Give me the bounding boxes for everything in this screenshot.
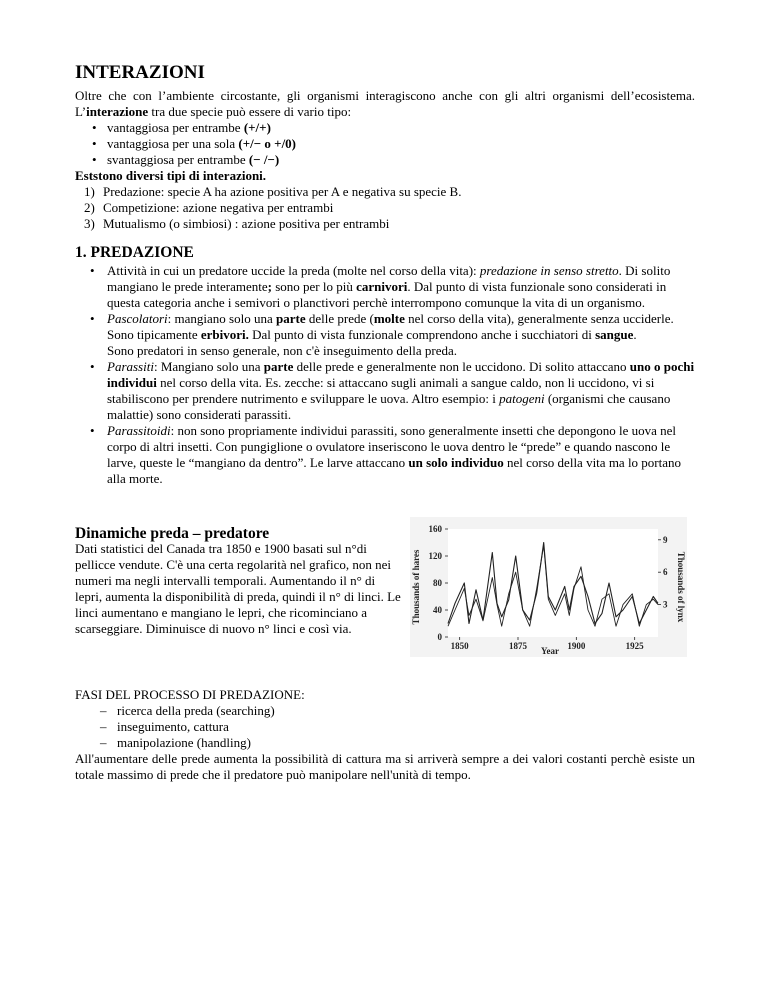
list-item	[107, 120, 695, 136]
item-bold: un solo individuo	[408, 455, 504, 470]
item-text: Sono predatori in senso generale, non c'è inseguimento della preda.	[107, 343, 457, 358]
list-item	[84, 200, 695, 216]
x-tick-label: 1925	[625, 641, 644, 651]
intro-text: tra due specie può essere di vario tipo:	[148, 104, 352, 119]
plot-area	[448, 529, 658, 637]
item-italic: Pascolatori	[107, 311, 168, 326]
x-axis-label: Year	[541, 646, 559, 656]
item-text: vantaggiosa per una sola	[107, 136, 239, 151]
item-bold: ;	[267, 279, 272, 294]
document-page	[75, 62, 695, 783]
y-tick-label: 0	[437, 632, 442, 642]
list-item	[107, 152, 695, 168]
item-text: . Dal punto di vista funzionale sono considerati in questa categoria anche i semivori o planctivori perchè interrompono comunque la vita di un organismo.	[107, 279, 667, 310]
item-italic: Parassiti	[107, 359, 154, 374]
item-bold: (− /−)	[248, 152, 280, 167]
item-bold: (+/+)	[243, 120, 271, 135]
hare-lynx-chart	[410, 517, 687, 657]
item-text: Mutualismo (o simbiosi) : azione positiva per entrambi	[103, 216, 390, 231]
list-item	[84, 216, 695, 232]
section-heading-predazione: 1. PREDAZIONE	[75, 244, 194, 261]
item-text: Competizione: azione negativa per entrambi	[103, 200, 334, 215]
item-bold: (+/− o +/0)	[238, 136, 297, 151]
list-item: – manipolazione (handling)	[117, 735, 695, 751]
item-bold: parte	[276, 311, 306, 326]
item-bold: uno o pochi individui	[107, 359, 695, 390]
intro-bold: interazione	[86, 104, 149, 119]
y-tick-label: 80	[433, 578, 442, 588]
page-title: INTERAZIONI	[75, 62, 205, 83]
list-item: – ricerca della preda (searching)	[117, 703, 695, 719]
item-text: (organismi che causano malattie) sono considerati parassiti.	[107, 391, 671, 422]
item-text: : non sono propriamente individui parassiti, sono generalmente insetti che depongono le uova nel corpo di altri insetti. Con pungiglione o ovulatore inseriscono le uova dentro le “prede” e quando nascono le larve, queste le “mangiano da dentro”. Le larve attaccano	[107, 423, 677, 470]
item-italic: predazione in senso stretto	[479, 263, 619, 278]
list-item	[107, 359, 695, 423]
item-bold: carnivori	[356, 279, 408, 294]
item-text: nel corso della vita. Es. zecche: si attaccano sugli animali a sangue caldo, non li uccidono, vi si stabiliscono per prendere nutrimento e sviluppare le uova. Altro esempio: i	[107, 375, 655, 406]
y-axis-label: Thousands of hares	[411, 549, 421, 625]
list-item: – inseguimento, cattura	[117, 719, 695, 735]
item-bold: sangue	[595, 327, 634, 342]
item-text: sono per lo più	[271, 279, 357, 294]
item-text: Attività in cui un predatore uccide la preda (molte nel corso della vita):	[107, 263, 480, 278]
list-item	[107, 263, 695, 311]
item-bold: parte	[263, 359, 294, 374]
item-number: 2)	[84, 200, 95, 215]
x-tick-label: 1900	[567, 641, 586, 651]
item-text: delle prede e generalmente non le uccidono. Di solito attaccano	[293, 359, 630, 374]
item-text: vantaggiosa per entrambe	[107, 120, 244, 135]
list-item	[107, 136, 695, 152]
item-text: delle prede (	[305, 311, 374, 326]
interaction-kinds-list	[75, 120, 695, 168]
section-heading-dinamiche: Dinamiche preda – predatore	[75, 525, 270, 542]
dinamiche-paragraph: Dati statistici del Canada tra 1850 e 1900 basati sul n°di pellicce vendute. C'è una certa regolarità nel grafico, non nei numeri ma negli intervalli temporali. Aumentando il n° di lepri, aumenta la disponibilità di preda, quindi il n° di linci. Le linci aumentano e mangiano le lepri, che ricominciano a scarseggiare. Diminuisce di nuovo n° linci e così via.	[75, 541, 401, 636]
y-tick-label: 120	[428, 551, 442, 561]
intro-paragraph	[75, 88, 695, 120]
x-tick-label: 1875	[509, 641, 527, 651]
item-bold: erbivori.	[200, 327, 249, 342]
fasi-heading: FASI DEL PROCESSO DI PREDAZIONE:	[75, 687, 305, 702]
chart-svg	[410, 517, 687, 657]
item-italic: patogeni	[499, 391, 545, 406]
item-italic: Parassitoidi	[107, 423, 171, 438]
item-text: : mangiano solo una	[167, 311, 276, 326]
list-item	[107, 423, 695, 487]
item-text: nel corso della vita ma lo portano alla morte.	[107, 455, 682, 486]
y-tick-label: 40	[433, 605, 442, 615]
predator-prey-section	[75, 525, 695, 665]
predation-kinds-list	[75, 263, 695, 487]
item-text: svantaggiosa per entrambe	[107, 152, 249, 167]
types-heading-text: Eststono diversi tipi di interazioni.	[75, 168, 267, 183]
y2-axis-label: Thousands of lynx	[676, 551, 686, 623]
item-number: 3)	[84, 216, 95, 231]
list-item	[84, 184, 695, 200]
item-text: Dal punto di vista funzionale comprendono anche i succhiatori di	[248, 327, 596, 342]
y-tick-label: 160	[428, 524, 442, 534]
item-text: . Di solito mangiano le prede interamente	[107, 263, 671, 294]
x-tick-label: 1850	[450, 641, 469, 651]
y2-tick-label: 3	[663, 599, 668, 610]
intro-text: Oltre che con l’ambiente circostante, gli organismi interagiscono anche con gli altri organismi dell’ecosistema. L’	[75, 88, 695, 119]
interaction-types-list	[75, 184, 695, 232]
item-text: Predazione: specie A ha azione positiva per A e negativa su specie B.	[103, 184, 462, 199]
y2-tick-label: 6	[663, 567, 668, 578]
item-text: nel corso della vita), generalmente senza ucciderle. Sono tipicamente	[107, 311, 674, 342]
types-heading	[75, 168, 695, 184]
item-text: .	[633, 327, 637, 342]
fasi-list	[75, 703, 695, 751]
item-text: : Mangiano solo una	[153, 359, 264, 374]
fasi-closing-paragraph: All'aumentare delle prede aumenta la possibilità di cattura ma si arriverà sempre a dei valori costanti perchè esiste un totale massimo di prede che il predatore può manipolare nell'unità di tempo.	[75, 751, 695, 782]
list-item	[107, 311, 695, 359]
item-number: 1)	[84, 184, 95, 199]
item-bold: molte	[373, 311, 405, 326]
y2-tick-label: 9	[663, 534, 668, 545]
